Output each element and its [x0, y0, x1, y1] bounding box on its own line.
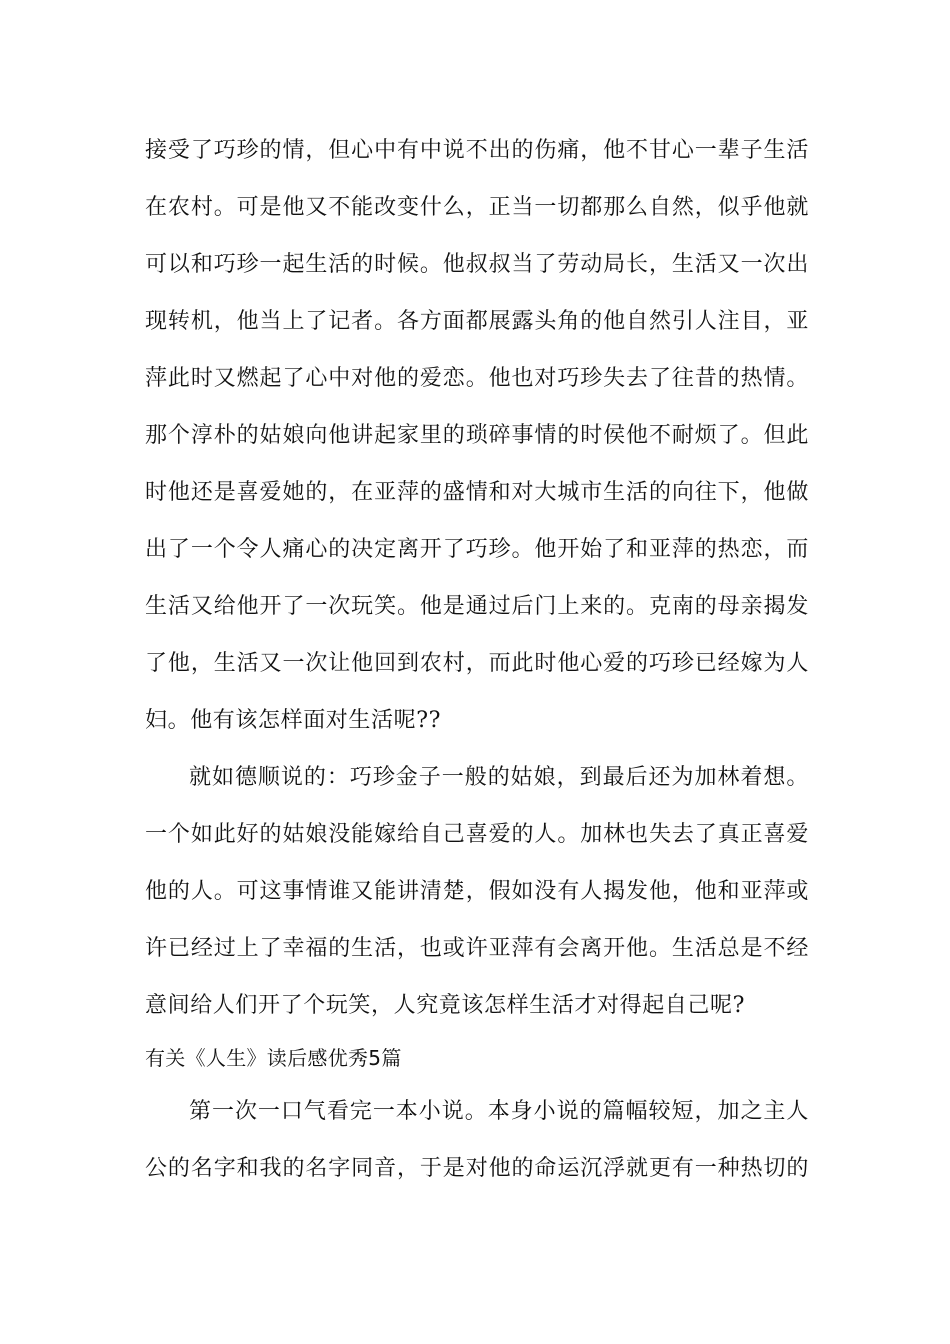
section-heading: 有关《人生》读后感优秀5篇 [145, 1046, 402, 1070]
text-line: 他的人。可这事情谁又能讲清楚，假如没有人揭发他，他和亚萍或 [145, 879, 809, 904]
paragraph-3 [145, 1083, 809, 1197]
text-line: 公的名字和我的名字同音，于是对他的命运沉浮就更有一种热切的 [145, 1156, 809, 1181]
paragraph-1 [145, 122, 809, 749]
text-line: 在农村。可是他又不能改变什么，正当一切都那么自然，似乎他就 [145, 195, 809, 220]
text-line: 出了一个令人痛心的决定离开了巧珍。他开始了和亚萍的热恋，而 [145, 537, 809, 562]
text-line: 时他还是喜爱她的，在亚萍的盛情和对大城市生活的向往下，他做 [145, 480, 809, 505]
document-body [145, 122, 809, 1197]
text-line: 一个如此好的姑娘没能嫁给自己喜爱的人。加林也失去了真正喜爱 [145, 822, 809, 847]
text-line: 可以和巧珍一起生活的时候。他叔叔当了劳动局长，生活又一次出 [145, 252, 809, 277]
text-line: 了他，生活又一次让他回到农村，而此时他心爱的巧珍已经嫁为人 [145, 651, 809, 676]
text-line: 第一次一口气看完一本小说。本身小说的篇幅较短，加之主人 [189, 1099, 809, 1124]
text-line: 萍此时又燃起了心中对他的爱恋。他也对巧珍失去了往昔的热情。 [145, 366, 809, 391]
text-line: 接受了巧珍的情，但心中有中说不出的伤痛，他不甘心一辈子生活 [145, 138, 809, 163]
text-line: 许已经过上了幸福的生活，也或许亚萍有会离开他。生活总是不经 [145, 936, 809, 961]
text-line: 现转机，他当上了记者。各方面都展露头角的他自然引人注目，亚 [145, 309, 809, 334]
text-line: 妇。他有该怎样面对生活呢?? [145, 708, 441, 733]
text-line: 那个淳朴的姑娘向他讲起家里的琐碎事情的时侯他不耐烦了。但此 [145, 423, 809, 448]
paragraph-2 [145, 749, 809, 1034]
text-line: 意间给人们开了个玩笑，人究竟该怎样生活才对得起自己呢? [145, 993, 745, 1018]
text-line: 就如德顺说的：巧珍金子一般的姑娘，到最后还为加林着想。 [189, 765, 809, 790]
text-line: 生活又给他开了一次玩笑。他是通过后门上来的。克南的母亲揭发 [145, 594, 809, 619]
